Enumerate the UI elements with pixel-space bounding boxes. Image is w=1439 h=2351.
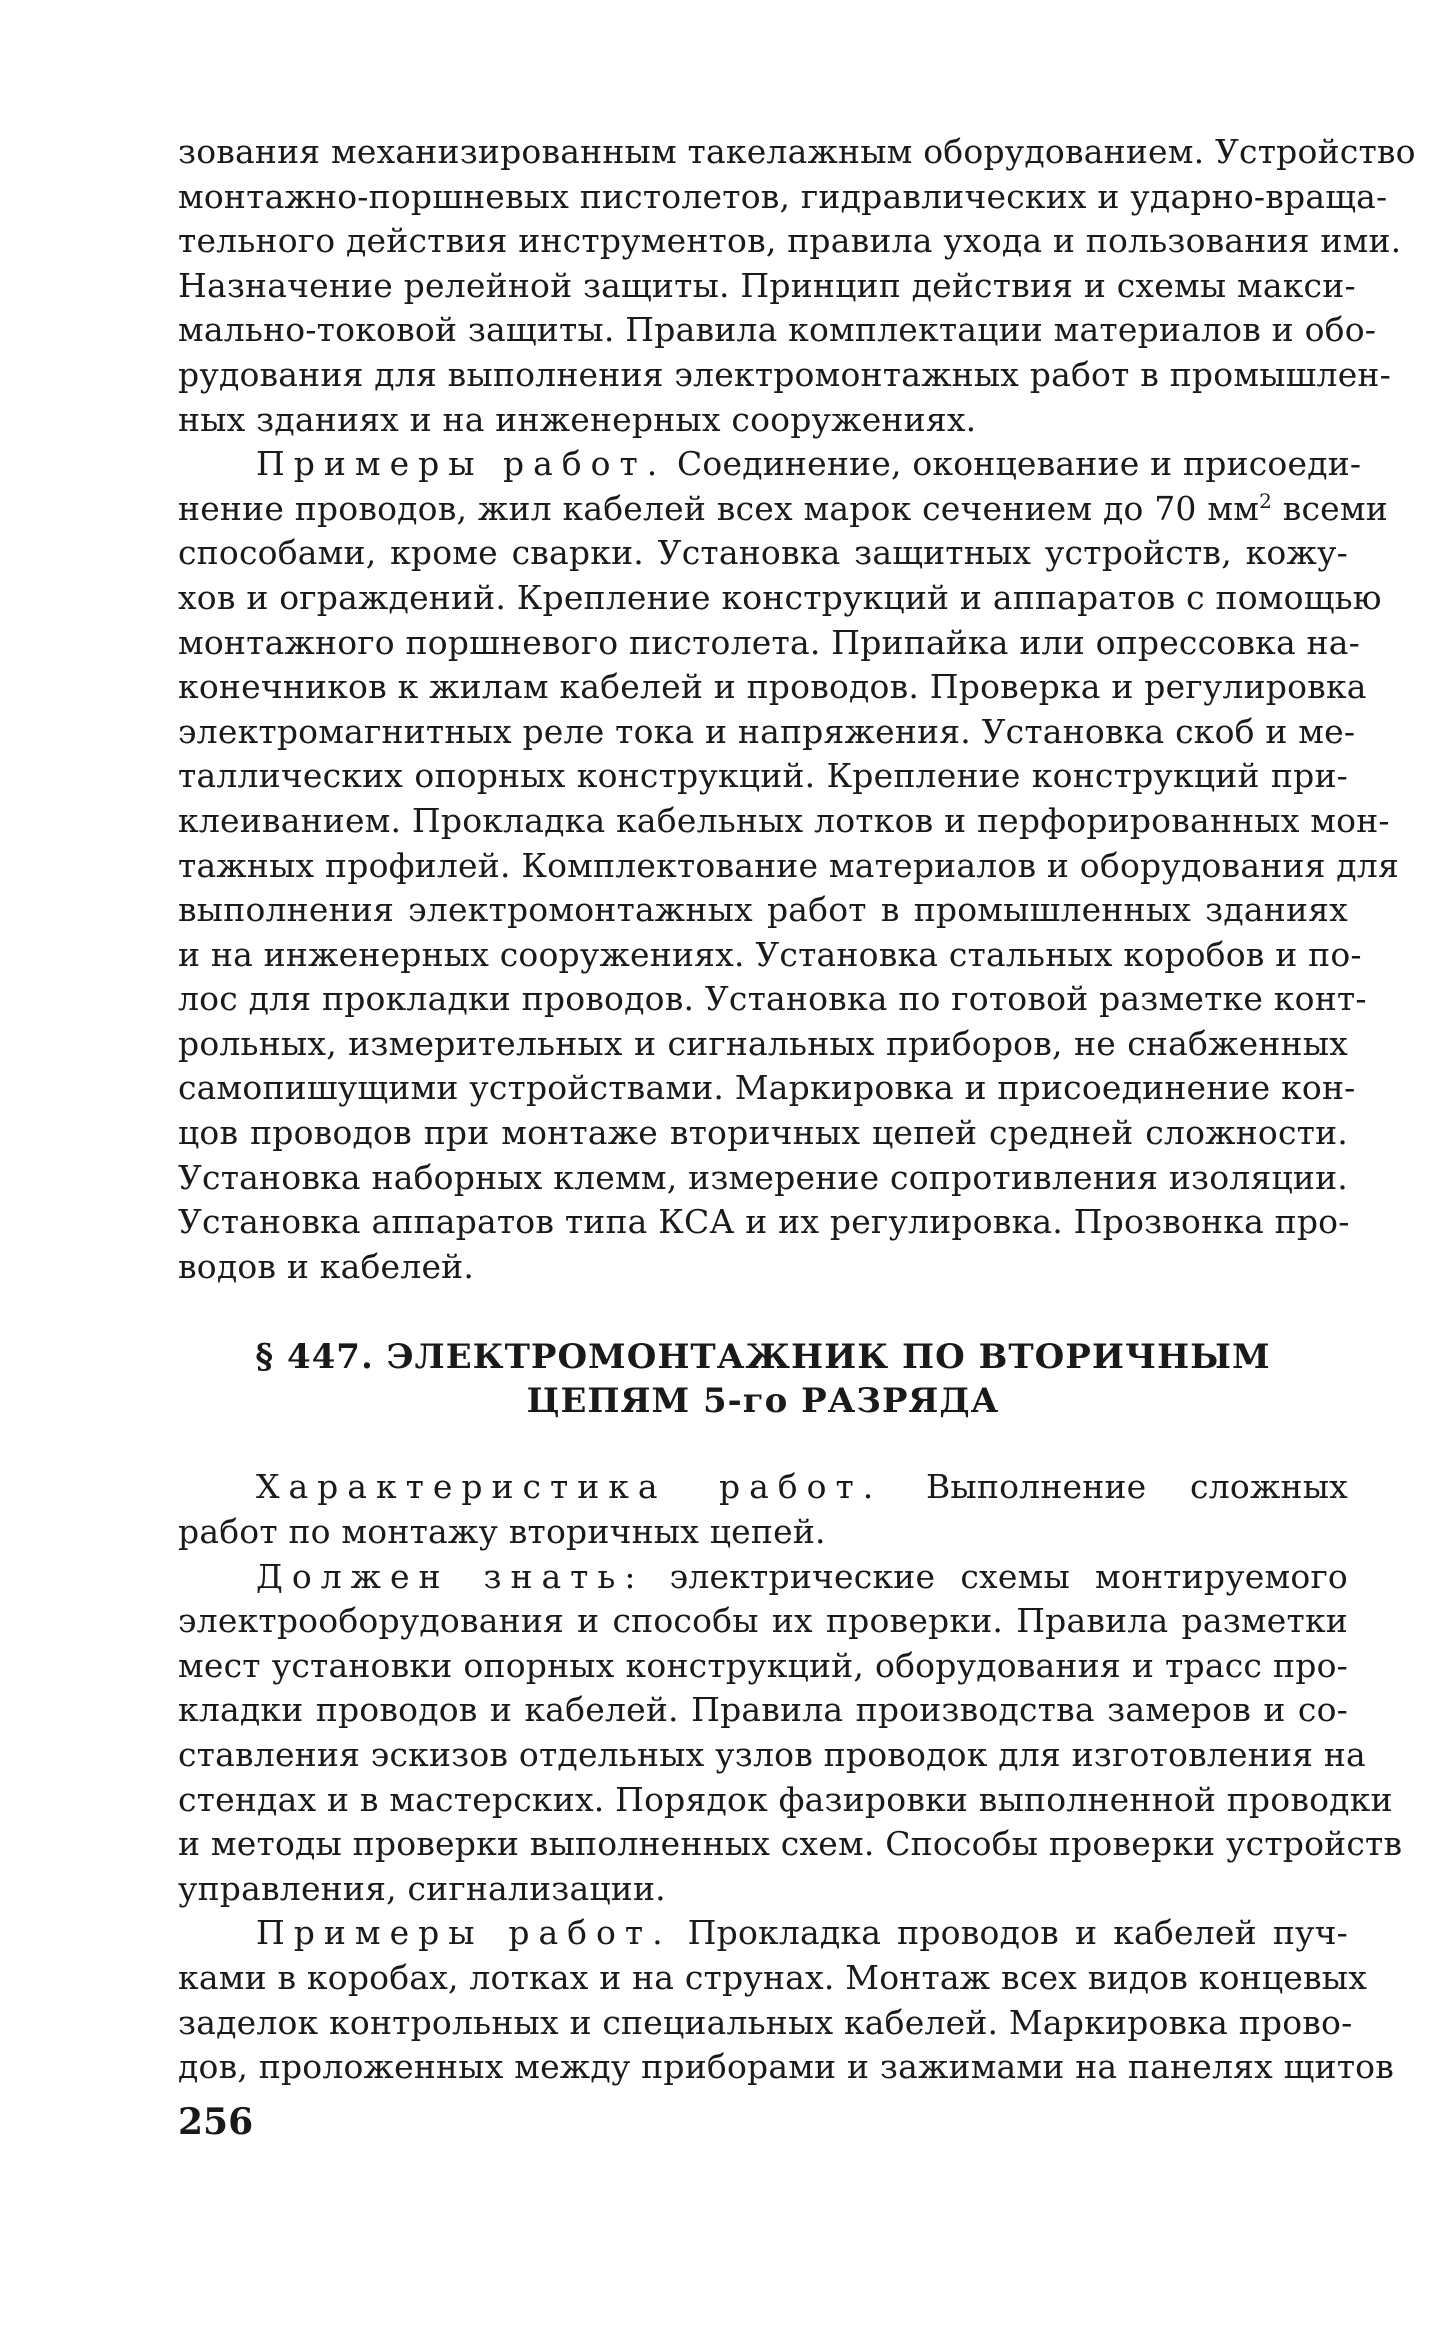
- paragraph-knowledge-continued: [178, 130, 1416, 442]
- text-line: зования механизированным такелажным оборудованием. Устройство: [178, 132, 1416, 171]
- text-line: кладки проводов и кабелей. Правила производства замеров и со-: [178, 1690, 1348, 1730]
- page-number: 256: [178, 2101, 254, 2143]
- paragraph-must-know: [178, 1555, 1403, 1912]
- text-line: дов, проложенных между приборами и зажимами на панелях щитов: [178, 2047, 1395, 2087]
- text-line: и методы проверки выполненных схем. Способы проверки устройств: [178, 1824, 1403, 1864]
- paragraph-work-examples-5: [178, 1911, 1395, 2089]
- text-line: мест установки опорных конструкций, оборудования и трасс про-: [178, 1645, 1348, 1685]
- superscript: 2: [1259, 488, 1272, 513]
- text-line: самопишущими устройствами. Маркировка и присоединение кон-: [178, 1068, 1356, 1108]
- text-line: ставления эскизов отдельных узлов проводок для изготовления на: [178, 1735, 1366, 1774]
- section-label: Примеры работ.: [256, 444, 667, 484]
- text-fragment: электрические схемы монтируемого: [669, 1556, 1348, 1596]
- spacer: [178, 1423, 1348, 1465]
- text-line: электрооборудования и способы их проверки. Правила разметки: [178, 1601, 1348, 1641]
- spacer: [178, 1289, 1348, 1335]
- text-line: работ по монтажу вторичных цепей.: [178, 1512, 826, 1552]
- text-line: заделок контрольных и специальных кабелей. Маркировка прово-: [178, 2002, 1353, 2042]
- heading-line: ЦЕПЯМ 5-го РАЗРЯДА: [526, 1381, 1000, 1422]
- text-line: [178, 442, 1362, 487]
- text-line: таллических опорных конструкций. Крепление конструкций при-: [178, 756, 1348, 796]
- text-line: [178, 1911, 1348, 1956]
- text-line: и на инженерных сооружениях. Установка стальных коробов и по-: [178, 934, 1362, 974]
- section-label: Характеристика работ.: [256, 1467, 883, 1507]
- text-line: [178, 487, 1388, 532]
- text-fragment: Прокладка проводов и кабелей пуч-: [687, 1913, 1348, 1953]
- text-fragment: Соединение, оконцевание и присоеди-: [676, 444, 1362, 484]
- text-line: ками в коробах, лотках и на струнах. Монтаж всех видов концевых: [178, 1957, 1368, 1997]
- text-line: стендах и в мастерских. Порядок фазировки выполненной проводки: [178, 1779, 1393, 1819]
- text-line: Назначение релейной защиты. Принцип действия и схемы макси-: [178, 265, 1356, 305]
- text-line: тельного действия инструментов, правила ухода и пользования ими.: [178, 221, 1402, 261]
- text-line: мально-токовой защиты. Правила комплектации материалов и обо-: [178, 310, 1377, 350]
- paragraph-characteristics: [178, 1465, 1348, 1554]
- heading-line: § 447. ЭЛЕКТРОМОНТАЖНИК ПО ВТОРИЧНЫМ: [255, 1337, 1271, 1378]
- section-label: Должен знать:: [256, 1556, 645, 1596]
- text-fragment: нение проводов, жил кабелей всех марок сечением до 70 мм: [178, 488, 1260, 528]
- text-line: тажных профилей. Комплектование материалов и оборудования для: [178, 845, 1399, 885]
- section-label: Примеры работ.: [256, 1913, 672, 1953]
- text-line: [178, 1465, 1348, 1510]
- text-line: Установка наборных клемм, измерение сопротивления изоляции.: [178, 1157, 1348, 1197]
- text-line: Установка аппаратов типа КСА и их регулировка. Прозвонка про-: [178, 1202, 1350, 1242]
- text-line: выполнения электромонтажных работ в промышленных зданиях: [178, 890, 1348, 930]
- text-line: монтажного поршневого пистолета. Припайка или опрессовка на-: [178, 622, 1360, 662]
- paragraph-work-examples: [178, 442, 1399, 1289]
- section-heading: [178, 1335, 1348, 1423]
- text-fragment: Выполнение сложных: [925, 1467, 1348, 1507]
- text-line: конечников к жилам кабелей и проводов. Проверка и регулировка: [178, 667, 1367, 707]
- text-line: электромагнитных реле тока и напряжения. Установка скоб и ме-: [178, 711, 1356, 751]
- text-line: [178, 1555, 1348, 1600]
- text-line: цов проводов при монтаже вторичных цепей средней сложности.: [178, 1113, 1348, 1153]
- text-line: клеиванием. Прокладка кабельных лотков и перфорированных мон-: [178, 800, 1390, 840]
- text-line: водов и кабелей.: [178, 1246, 475, 1286]
- text-line: ных зданиях и на инженерных сооружениях.: [178, 399, 977, 439]
- page-body: [178, 130, 1416, 2090]
- text-line: рудования для выполнения электромонтажных работ в промышлен-: [178, 354, 1391, 394]
- text-line: хов и ограждений. Крепление конструкций и аппаратов с помощью: [178, 577, 1382, 617]
- text-fragment: всеми: [1272, 488, 1388, 528]
- text-line: лос для прокладки проводов. Установка по готовой разметке конт-: [178, 979, 1367, 1019]
- text-line: рольных, измерительных и сигнальных приборов, не снабженных: [178, 1023, 1348, 1063]
- text-line: способами, кроме сварки. Установка защитных устройств, кожу-: [178, 533, 1348, 573]
- text-line: управления, сигнализации.: [178, 1868, 666, 1908]
- text-line: монтажно-поршневых пистолетов, гидравлических и ударно-враща-: [178, 176, 1388, 216]
